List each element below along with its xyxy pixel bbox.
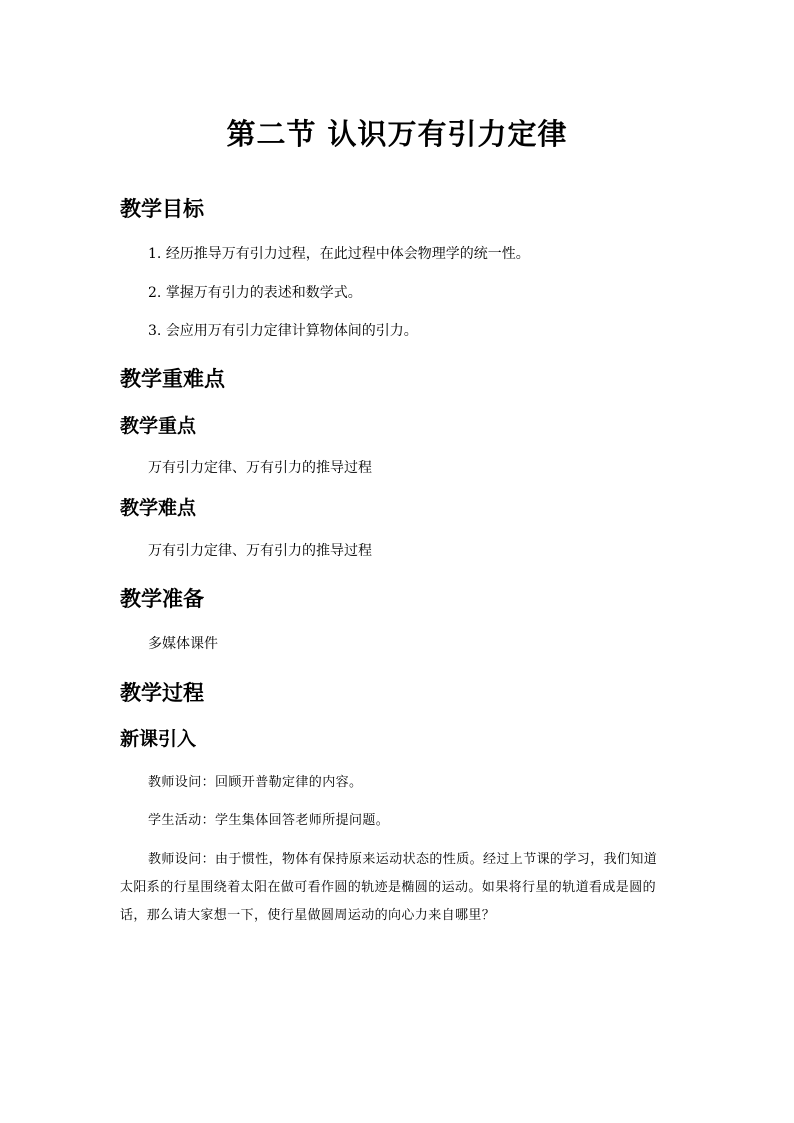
objective-number: 3. — [148, 323, 162, 339]
intro-long-line-2: 太阳系的行星围绕着太阳在做可看作圆的轨迹是椭圆的运动。如果将行星的轨道看成是圆的 — [120, 880, 657, 895]
heading-objectives: 教学目标 — [120, 197, 204, 221]
heading-difficult-points: 教学难点 — [120, 497, 197, 519]
heading-intro: 新课引入 — [120, 728, 197, 750]
heading-preparation: 教学准备 — [120, 587, 204, 611]
intro-long-line-1: 教师设问：由于惯性，物体有保持原来运动状态的性质。经过上节课的学习，我们知道 — [148, 852, 658, 867]
difficult-points-text: 万有引力定律、万有引力的推导过程 — [148, 543, 372, 559]
key-points-text: 万有引力定律、万有引力的推导过程 — [148, 460, 372, 476]
intro-paragraph-1: 教师设问：回顾开普勒定律的内容。 — [148, 775, 363, 790]
heading-process: 教学过程 — [120, 681, 204, 705]
page-title: 第二节 认识万有引力定律 — [226, 117, 568, 151]
objective-item-1 — [148, 243, 530, 263]
heading-key-difficult: 教学重难点 — [120, 367, 225, 391]
objective-text: 经历推导万有引力过程，在此过程中体会物理学的统一性。 — [165, 246, 530, 262]
heading-key-points: 教学重点 — [120, 415, 197, 437]
objective-text: 会应用万有引力定律计算物体间的引力。 — [165, 323, 418, 339]
objective-item-2 — [148, 282, 362, 302]
intro-paragraph-2: 学生活动：学生集体回答老师所提问题。 — [148, 813, 390, 828]
objective-item-3 — [148, 320, 418, 340]
objective-number: 1. — [148, 246, 162, 262]
preparation-text: 多媒体课件 — [148, 636, 218, 652]
intro-long-line-3: 话，那么请大家想一下，使行星做圆周运动的向心力来自哪里？ — [120, 908, 496, 923]
objective-text: 掌握万有引力的表述和数学式。 — [165, 285, 362, 301]
objective-number: 2. — [148, 285, 162, 301]
